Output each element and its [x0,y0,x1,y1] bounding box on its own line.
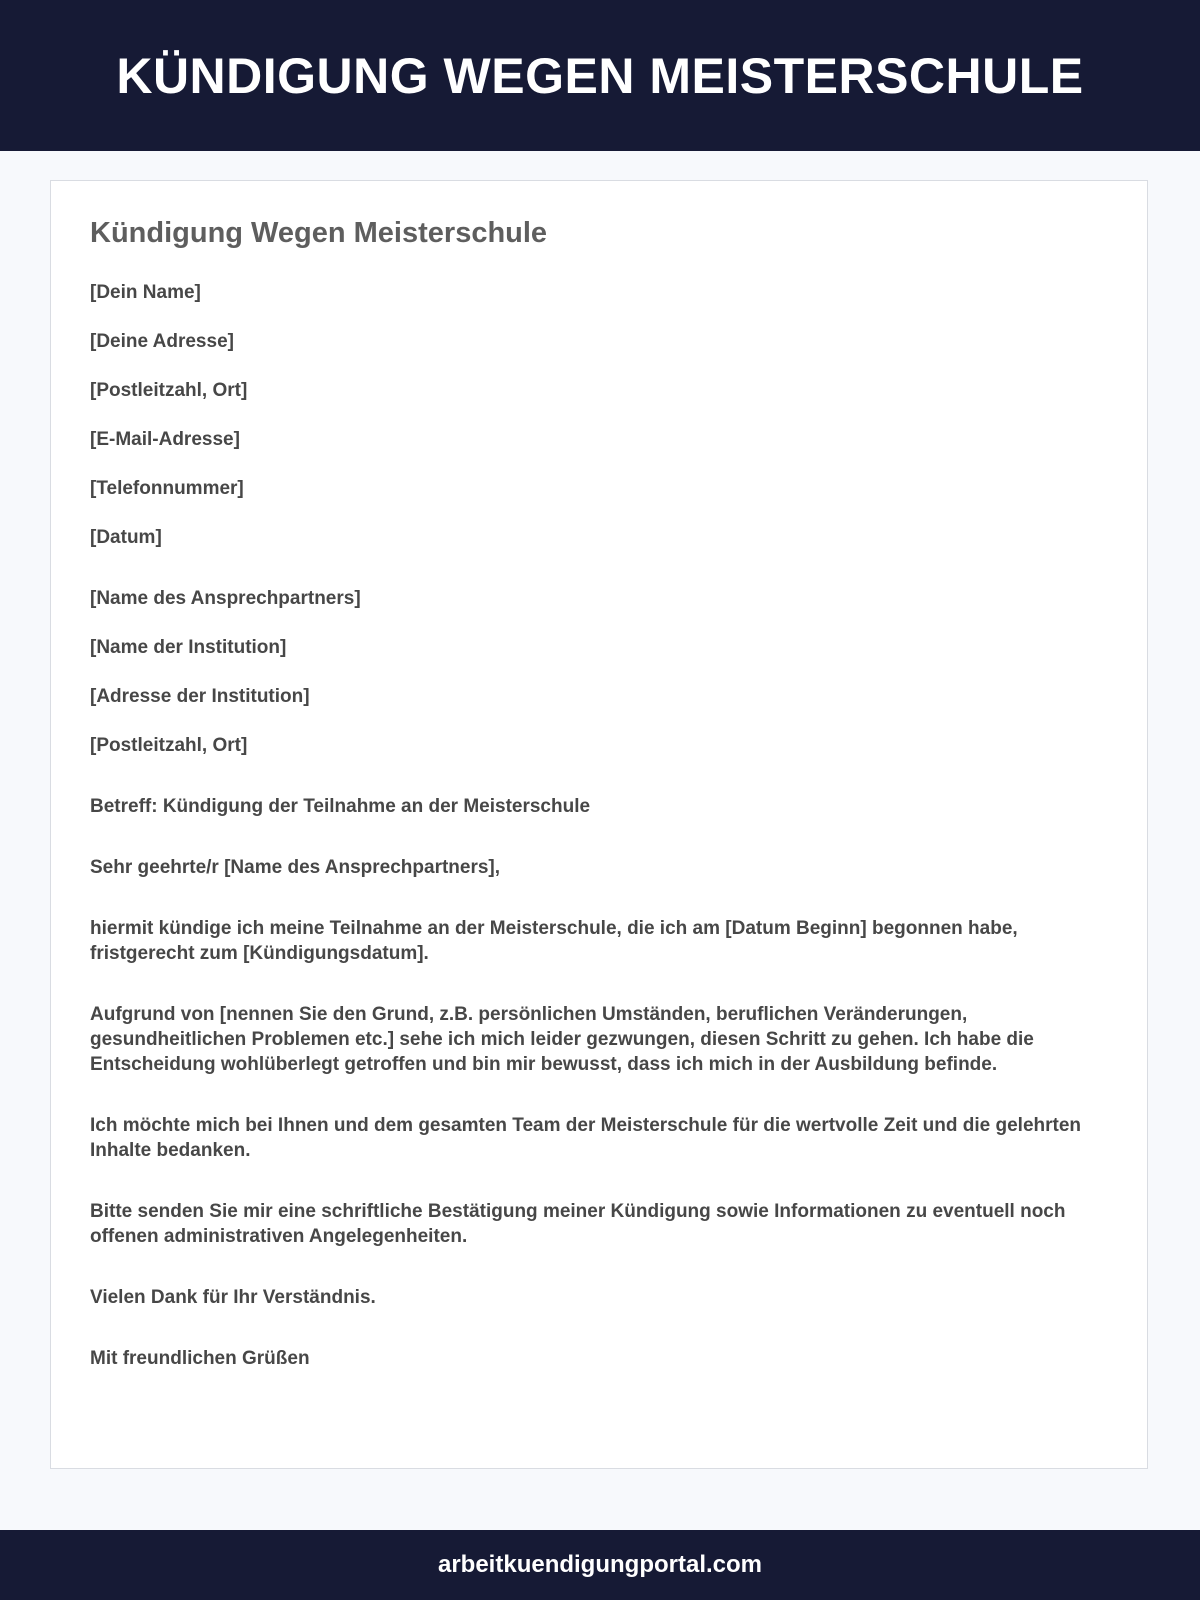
letter-closing: Mit freundlichen Grüßen [90,1348,310,1369]
recipient-address: [Adresse der Institution] [90,686,310,707]
recipient-institution: [Name der Institution] [90,637,287,658]
letter-card [50,180,1148,1469]
page-title: KÜNDIGUNG WEGEN MEISTERSCHULE [116,47,1084,104]
letter-paragraph: hiermit kündige ich meine Teilnahme an der Meisterschule, die ich am [Datum Beginn] begonnen habe, fristgerecht zum [Kündigungsdatum]. [90,918,1018,964]
letter-paragraph: Bitte senden Sie mir eine schriftliche Bestätigung meiner Kündigung sowie Informationen zu eventuell noch offenen administrativen Angelegenheiten. [90,1201,1066,1247]
letter-paragraph: Aufgrund von [nennen Sie den Grund, z.B. persönlichen Umständen, beruflichen Veränderungen, gesundheitlichen Problemen etc.] sehe ich mich leider gezwungen, diesen Schritt zu gehen. Ich habe die Entscheidung wohlüberlegt getroffen und bin mir bewusst, dass ich mich in der Ausbildung befinde. [90,1004,1034,1075]
sender-address: [Deine Adresse] [90,331,234,352]
letter-paragraph: Vielen Dank für Ihr Verständnis. [90,1287,376,1308]
site-footer [0,1530,1200,1600]
sender-email: [E-Mail-Adresse] [90,429,240,450]
letter-paragraph: Ich möchte mich bei Ihnen und dem gesamten Team der Meisterschule für die wertvolle Zeit und die gelehrten Inhalte bedanken. [90,1115,1082,1161]
sender-phone: [Telefonnummer] [90,478,244,499]
footer-site-link[interactable]: arbeitkuendigungportal.com [437,1551,763,1578]
letter-salutation: Sehr geehrte/r [Name des Ansprechpartners], [90,857,501,878]
site-header [0,0,1200,151]
sender-name: [Dein Name] [90,282,201,303]
sender-postal-city: [Postleitzahl, Ort] [90,380,248,401]
recipient-contact: [Name des Ansprechpartners] [90,588,361,609]
letter-subject: Betreff: Kündigung der Teilnahme an der Meisterschule [90,796,591,817]
letter-date: [Datum] [90,527,162,548]
recipient-postal-city: [Postleitzahl, Ort] [90,735,248,756]
letter-title: Kündigung Wegen Meisterschule [90,217,548,249]
